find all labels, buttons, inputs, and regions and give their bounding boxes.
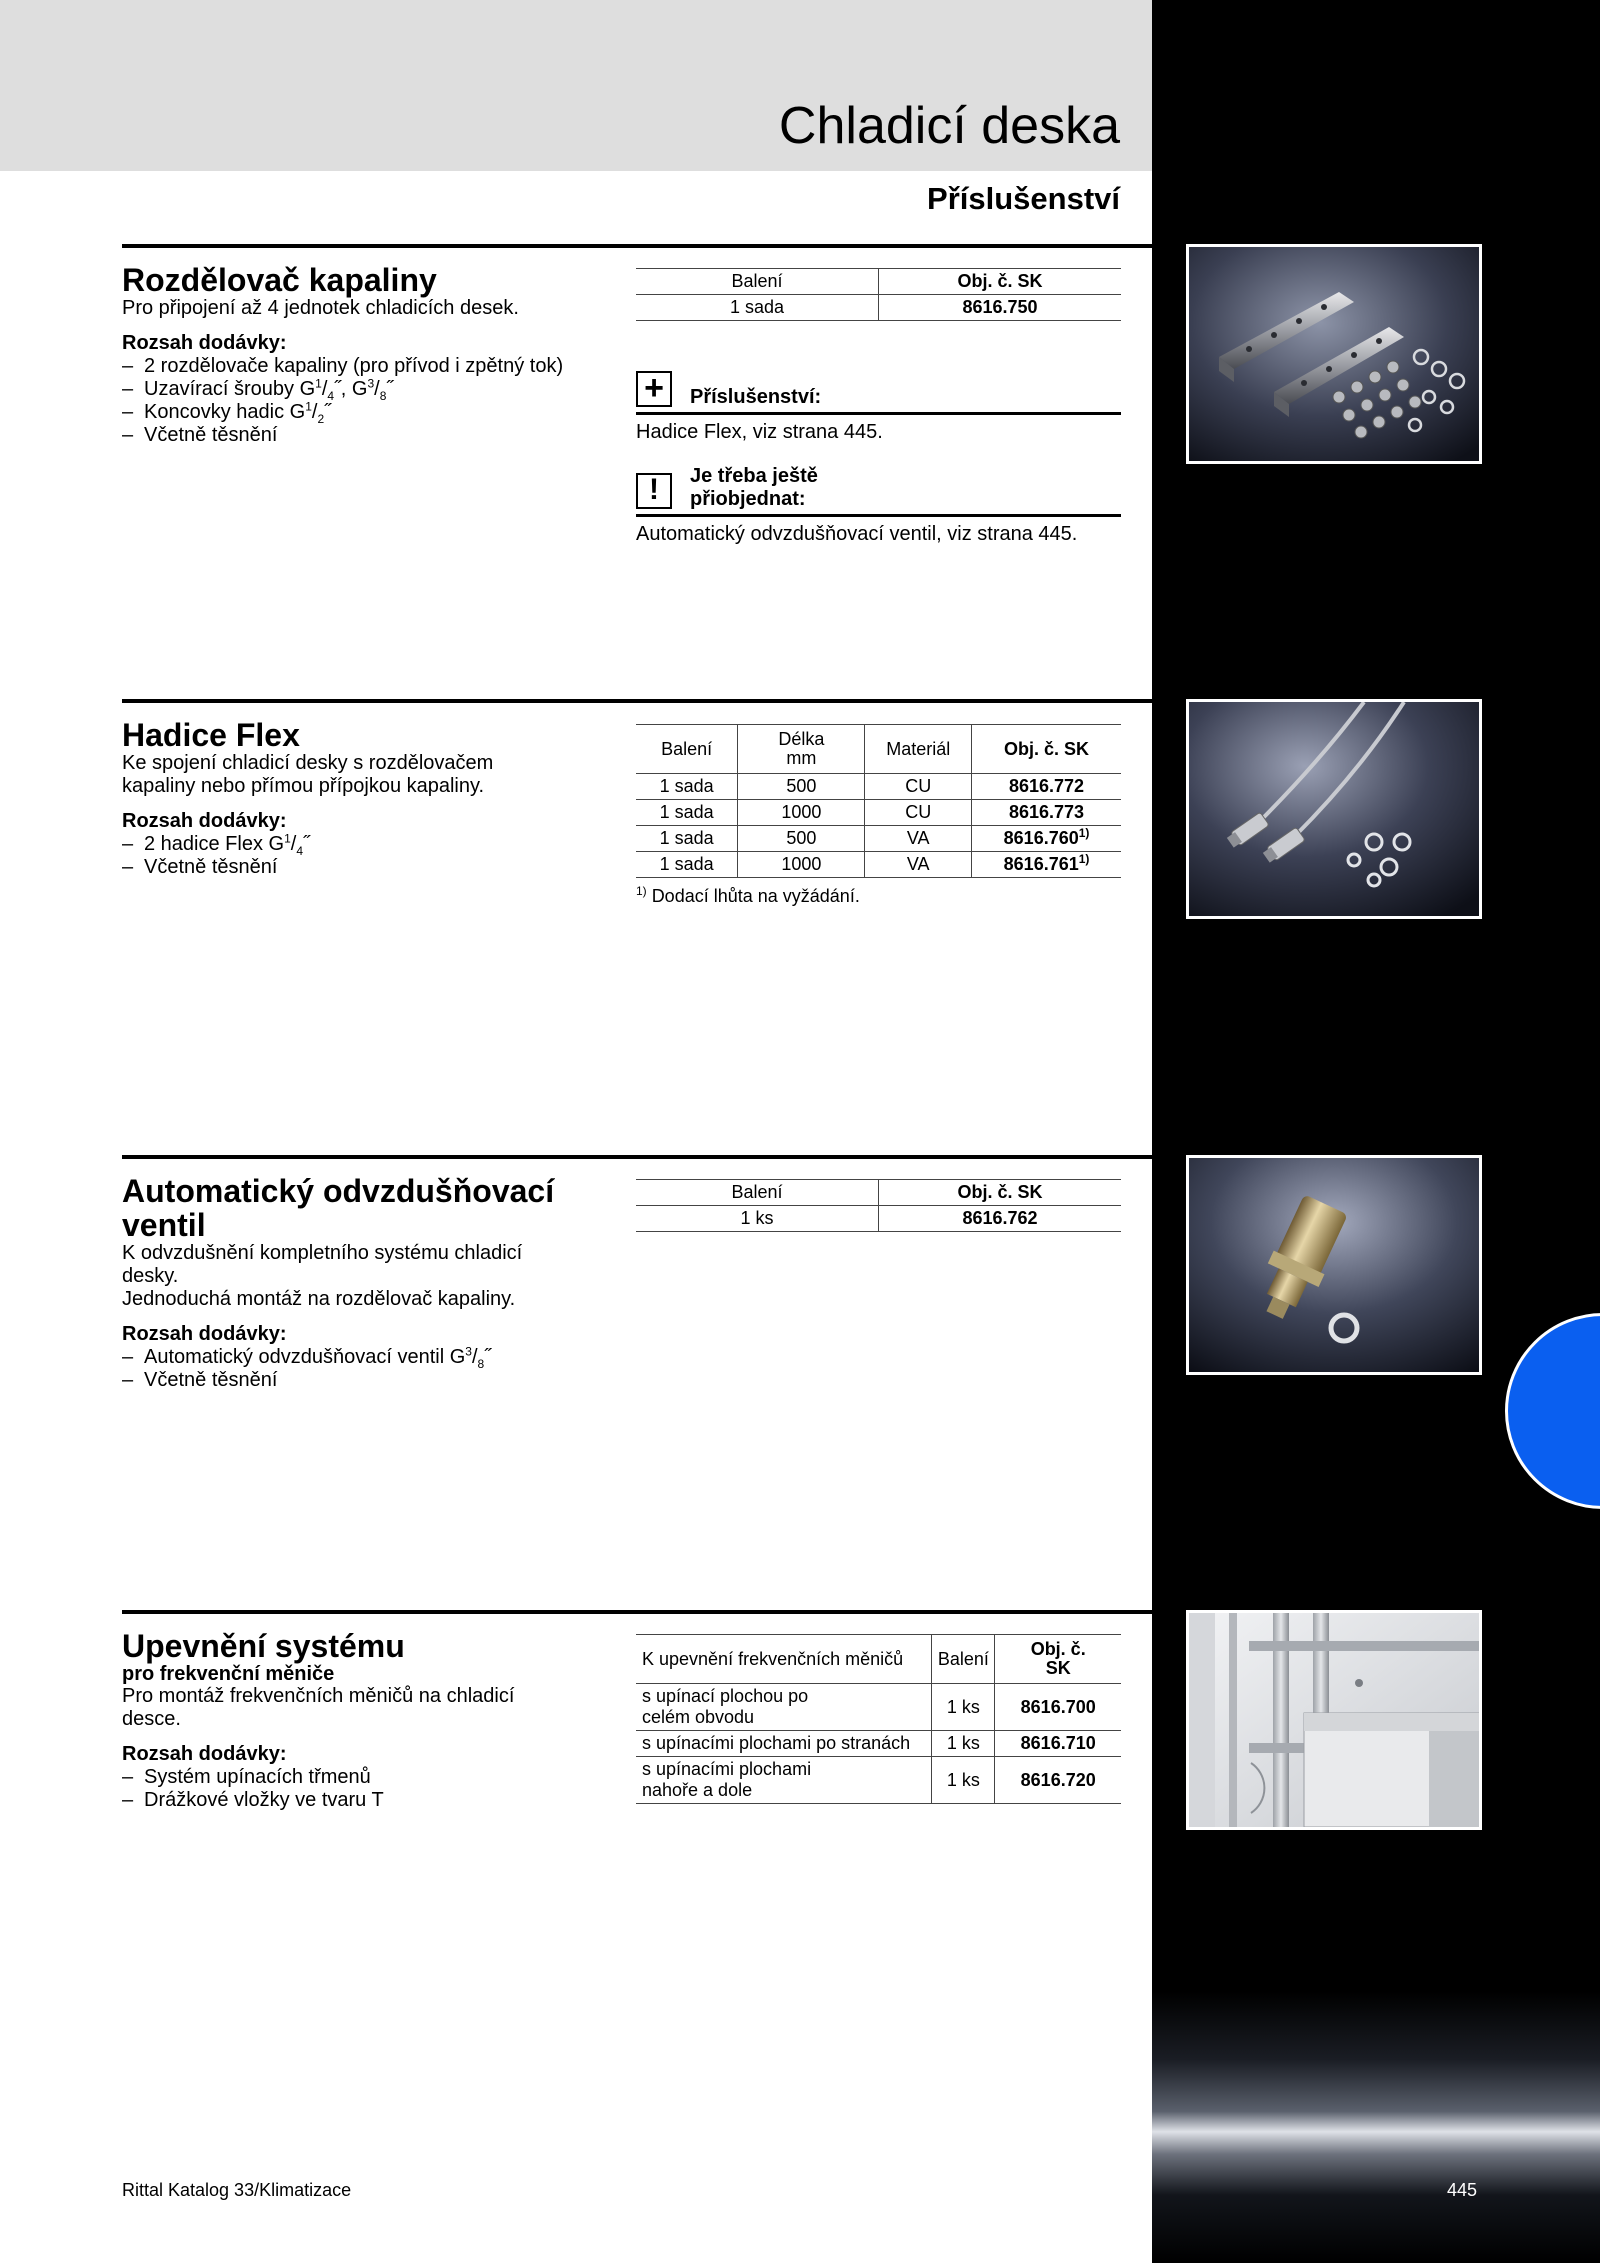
table-header: Balení [636, 1180, 879, 1206]
table-cell: 1 ks [932, 1684, 995, 1731]
table-cell: 8616.710 [995, 1731, 1121, 1757]
section-subtitle: pro frekvenční měniče [122, 1663, 335, 1685]
air-vent-valve-photo [1186, 1155, 1482, 1375]
table-cell: 1 sada [636, 852, 738, 878]
scope-item: – Drážkové vložky ve tvaru T [122, 1789, 602, 1812]
table-cell: 500 [738, 826, 865, 852]
table-header: Délka mm [738, 725, 865, 774]
order-table [636, 1179, 1121, 1232]
table-cell: 1 ks [636, 1206, 879, 1232]
table-cell: 1 sada [636, 826, 738, 852]
table-cell: 1 sada [636, 295, 879, 321]
section-rule [122, 244, 1152, 248]
scope-item: – Systém upínacích třmenů [122, 1766, 602, 1789]
table-header: Balení [636, 269, 879, 295]
table-row [636, 1757, 1121, 1804]
table-row [636, 1684, 1121, 1731]
accessory-note [636, 366, 1121, 444]
section-description: desce. [122, 1708, 181, 1730]
table-cell: 1 sada [636, 800, 738, 826]
section-rule [122, 699, 1152, 703]
scope-list [122, 1346, 602, 1392]
table-cell: CU [865, 774, 972, 800]
note-label: Příslušenství: [690, 386, 822, 408]
plus-icon: + [636, 371, 672, 407]
table-header-row [636, 1180, 1121, 1206]
section-title: Rozdělovač kapaliny [122, 262, 437, 298]
order-table [636, 268, 1121, 321]
order-table [636, 724, 1121, 878]
table-header: Obj. č. SK [972, 725, 1121, 774]
table-row [636, 826, 1121, 852]
table-cell: 1 ks [932, 1731, 995, 1757]
note-text: Automatický odvzdušňovací ventil, viz strana 445. [636, 523, 1078, 545]
table-header: Obj. č. SK [995, 1635, 1121, 1684]
table-cell: 500 [738, 774, 865, 800]
scope-title: Rozsah dodávky: [122, 332, 287, 354]
scope-item: – 2 hadice Flex $G^1/_4˝$ [122, 833, 602, 856]
table-cell: s upínacími plochami nahoře a dole [636, 1757, 932, 1804]
section-description: Pro montáž frekvenčních měničů na chladicí [122, 1685, 515, 1707]
table-cell: 8616.773 [972, 800, 1121, 826]
section-description: kapaliny nebo přímou přípojkou kapaliny. [122, 775, 485, 797]
section-description: K odvzdušnění kompletního systému chladicí [122, 1242, 523, 1264]
table-header: K upevnění frekvenčních měničů [636, 1635, 932, 1684]
flex-hose-photo [1186, 699, 1482, 919]
scope-title: Rozsah dodávky: [122, 1323, 287, 1345]
table-cell: 8616.760$^{1)}$ [972, 826, 1121, 852]
section-title: Hadice Flex [122, 717, 300, 753]
table-header: Balení [932, 1635, 995, 1684]
scope-title: Rozsah dodávky: [122, 810, 287, 832]
exclamation-icon: ! [636, 473, 672, 509]
table-header: Obj. č. SK [879, 1180, 1122, 1206]
table-row [636, 800, 1121, 826]
section-title: Upevnění systému [122, 1628, 405, 1664]
table-cell: 8616.761$^{1)}$ [972, 852, 1121, 878]
table-cell: 8616.762 [879, 1206, 1122, 1232]
section-air-vent [122, 1174, 602, 1392]
section-flex-hose [122, 718, 602, 879]
table-header: Balení [636, 725, 738, 774]
table-cell: 8616.700 [995, 1684, 1121, 1731]
page-title: Chladicí deska [778, 97, 1120, 155]
table-cell: 8616.720 [995, 1757, 1121, 1804]
table-header: Obj. č. SK [879, 269, 1122, 295]
scope-title: Rozsah dodávky: [122, 1743, 287, 1765]
section-description: desky. [122, 1265, 179, 1287]
footer-catalog: Rittal Katalog 33/Klimatizace [122, 2180, 352, 2200]
scope-item: – Uzavírací šrouby $G^1/_4˝$, $G^3/_8˝$ [122, 378, 602, 401]
scope-item: – Koncovky hadic $G^1/_2˝$ [122, 401, 602, 424]
scope-item: – 2 rozdělovače kapaliny (pro přívod i zpětný tok) [122, 355, 602, 378]
table-cell: CU [865, 800, 972, 826]
table-cell: 8616.750 [879, 295, 1122, 321]
section-distributor [122, 263, 602, 447]
table-header: Materiál [865, 725, 972, 774]
section-description: Pro připojení až 4 jednotek chladicích desek. [122, 297, 519, 319]
scope-item: – Včetně těsnění [122, 424, 602, 447]
scope-item: – Včetně těsnění [122, 856, 602, 879]
table-header-row [636, 1635, 1121, 1684]
table-row [636, 295, 1121, 321]
section-rule [122, 1155, 1152, 1159]
section-rule [122, 1610, 1152, 1614]
scope-item: – Automatický odvzdušňovací ventil $G^3/_8˝$ [122, 1346, 602, 1369]
footnote: $^{1)}$ Dodací lhůta na vyžádání. [636, 884, 860, 906]
scope-list [122, 355, 602, 447]
section-title: Automatický odvzdušňovací ventil [122, 1173, 555, 1243]
scope-list [122, 833, 602, 879]
table-header-row [636, 269, 1121, 295]
scope-list [122, 1766, 602, 1812]
table-cell: VA [865, 852, 972, 878]
table-cell: VA [865, 826, 972, 852]
page-subtitle: Příslušenství [927, 181, 1120, 216]
section-mounting-system [122, 1629, 602, 1812]
scope-item: – Včetně těsnění [122, 1369, 602, 1392]
section-description: Ke spojení chladicí desky s rozdělovačem [122, 752, 494, 774]
order-table [636, 1634, 1121, 1804]
table-row [636, 1206, 1121, 1232]
table-cell: s upínací plochou po celém obvodu [636, 1684, 932, 1731]
page-number: 445 [1447, 2180, 1478, 2200]
note-text: Hadice Flex, viz strana 445. [636, 421, 883, 443]
table-cell: 1 sada [636, 774, 738, 800]
reorder-note [636, 466, 1121, 546]
table-header-row [636, 725, 1121, 774]
table-cell: 1000 [738, 800, 865, 826]
table-row [636, 774, 1121, 800]
table-cell: s upínacími plochami po stranách [636, 1731, 932, 1757]
mounting-system-photo [1186, 1610, 1482, 1830]
section-description: Jednoduchá montáž na rozdělovač kapaliny. [122, 1288, 516, 1310]
liquid-distributor-photo [1186, 244, 1482, 464]
note-label: Je třeba ještě přiobjednat: [690, 465, 818, 510]
table-row [636, 1731, 1121, 1757]
table-cell: 8616.772 [972, 774, 1121, 800]
table-cell: 1 ks [932, 1757, 995, 1804]
table-cell: 1000 [738, 852, 865, 878]
table-row [636, 852, 1121, 878]
